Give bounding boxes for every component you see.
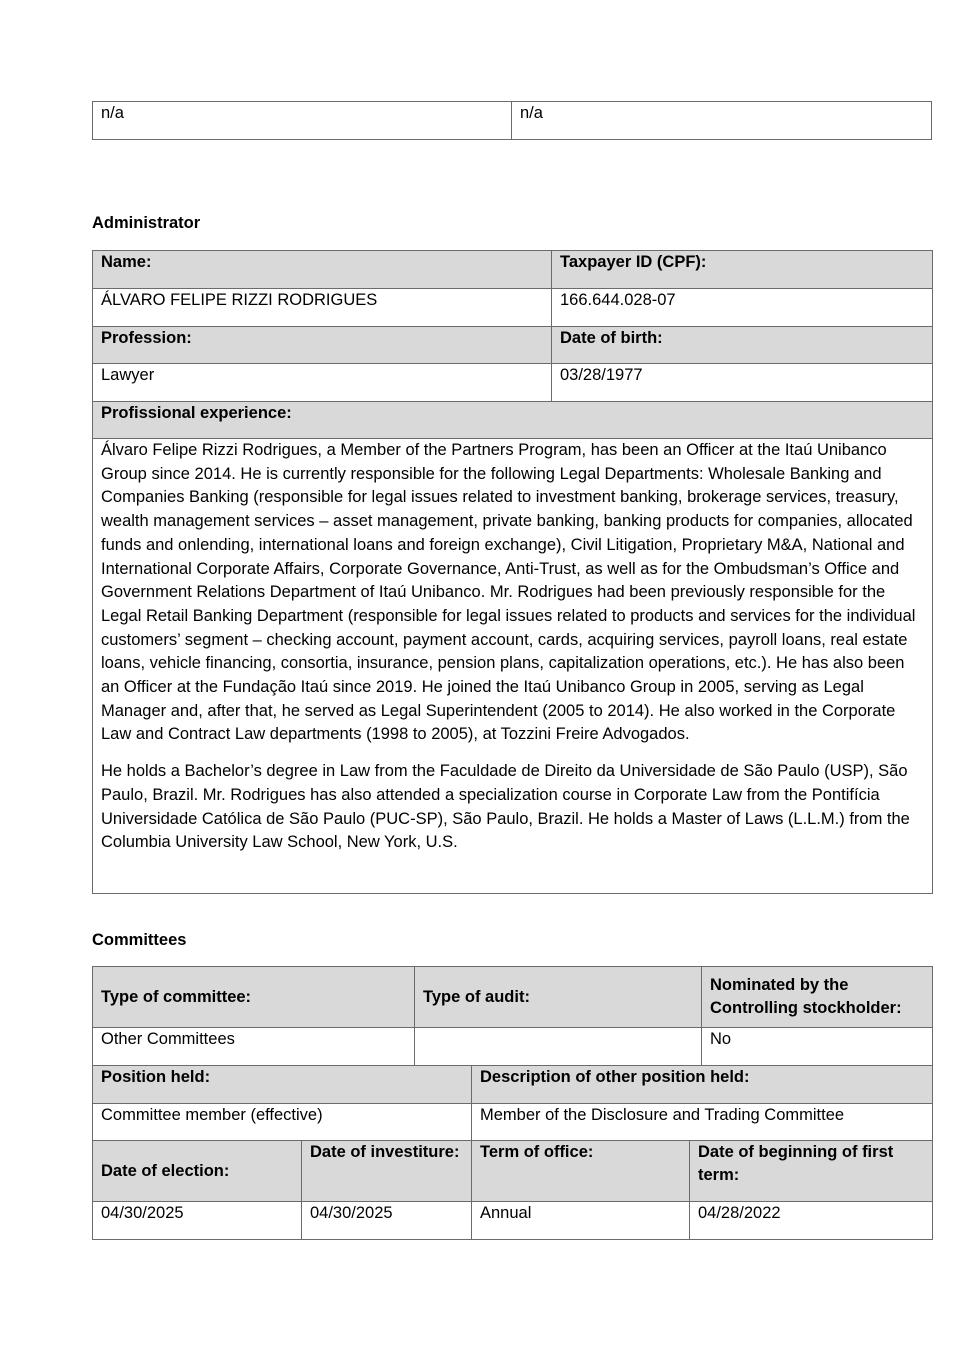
cpf-label: Taxpayer ID (CPF): (552, 251, 933, 289)
term-of-office-label: Term of office: (472, 1141, 690, 1202)
nominated-label: Nominated by the Controlling stockholder: (702, 967, 933, 1028)
description-label: Description of other position held: (472, 1066, 933, 1104)
experience-text (93, 439, 933, 894)
first-term-label: Date of beginning of first term: (690, 1141, 933, 1202)
committees-title: Committees (92, 931, 187, 949)
type-of-audit-value (415, 1028, 702, 1066)
position-held-value: Committee member (effective) (93, 1104, 472, 1141)
date-of-election-value: 04/30/2025 (93, 1202, 302, 1240)
type-of-committee-value: Other Committees (93, 1028, 415, 1066)
type-of-committee-label: Type of committee: (93, 967, 415, 1028)
committees-table-3 (92, 1140, 933, 1240)
first-term-value: 04/28/2022 (690, 1202, 933, 1240)
dob-label: Date of birth: (552, 327, 933, 364)
term-of-office-value: Annual (472, 1202, 690, 1240)
type-of-audit-label: Type of audit: (415, 967, 702, 1028)
committees-table-2 (92, 1065, 933, 1141)
nominated-value: No (702, 1028, 933, 1066)
experience-label: Profissional experience: (93, 402, 933, 439)
administrator-title: Administrator (92, 214, 201, 232)
top-cell-left: n/a (93, 102, 512, 140)
committees-table-1 (92, 966, 933, 1066)
dob-value: 03/28/1977 (552, 364, 933, 402)
name-label: Name: (93, 251, 552, 289)
top-cell-right: n/a (512, 102, 932, 140)
top-table (92, 101, 932, 140)
experience-paragraph-1: Álvaro Felipe Rizzi Rodrigues, a Member of the Partners Program, has been an Officer at the Itaú Unibanco Group since 2014. He is currently responsible for the following Legal Departments: Wholesale Banking and Companies Banking (responsible for legal issues related to investment banking, brokerage services, treasury, wealth management services – asset management, private banking, banking products for companies, allocated funds and onlending, international loans and foreign exchange), Civil Litigation, Proprietary M&A, National and International Corporate Affairs, Corporate Governance, Anti-Trust, as well as for the Ombudsman’s Office and Government Relations Department of Itaú Unibanco. Mr. Rodrigues had been previously responsible for the Legal Retail Banking Department (responsible for legal issues related to products and services for the individual customers’ segment – checking account, payment account, cards, acquiring services, payroll loans, real estate loans, vehicle financing, consortia, insurance, pension plans, capitalization operations, etc.). He has also been an Officer at the Fundação Itaú since 2019. He joined the Itaú Unibanco Group in 2005, serving as Legal Manager and, after that, he served as Legal Superintendent (2005 to 2014). He also worked in the Corporate Law and Contract Law departments (1998 to 2005), at Tozzini Freire Advogados. (101, 441, 916, 744)
description-value: Member of the Disclosure and Trading Committee (472, 1104, 933, 1141)
date-of-investiture-label: Date of investiture: (302, 1141, 472, 1202)
profession-value: Lawyer (93, 364, 552, 402)
name-value: ÁLVARO FELIPE RIZZI RODRIGUES (93, 289, 552, 327)
date-of-election-label: Date of election: (93, 1141, 302, 1202)
profession-label: Profession: (93, 327, 552, 364)
position-held-label: Position held: (93, 1066, 472, 1104)
administrator-table (92, 250, 933, 894)
date-of-investiture-value: 04/30/2025 (302, 1202, 472, 1240)
experience-paragraph-2: He holds a Bachelor’s degree in Law from the Faculdade de Direito da Universidade de São Paulo (USP), São Paulo, Brazil. Mr. Rodrigues has also attended a specialization course in Corporate Law from the Pontifícia Universidade Católica de São Paulo (PUC-SP), São Paulo, Brazil. He holds a Master of Laws (L.L.M.) from the Columbia University Law School, New York, U.S. (101, 762, 910, 852)
cpf-value: 166.644.028-07 (552, 289, 933, 327)
